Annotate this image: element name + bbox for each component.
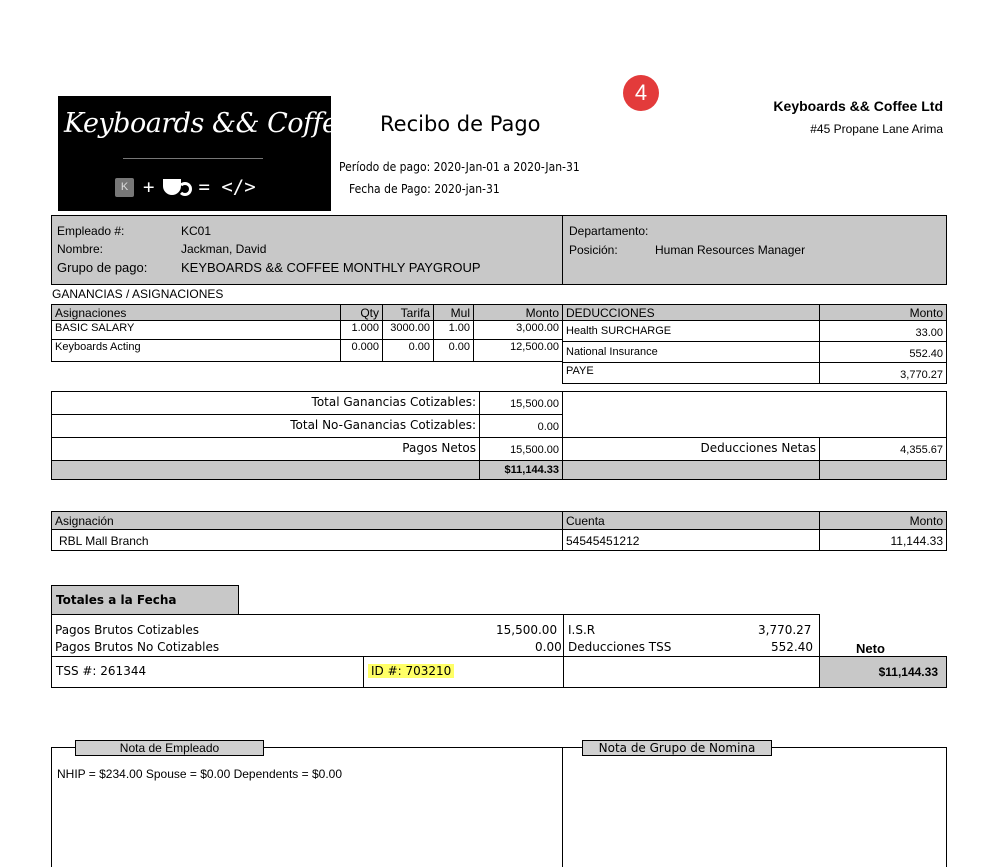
- company-name: Keyboards && Coffee Ltd: [773, 98, 943, 114]
- earnings-row-tarifa: 3000.00: [382, 320, 434, 340]
- keyboard-key-icon: K: [115, 178, 134, 197]
- deduction-row-monto: 552.40: [819, 341, 947, 363]
- deduction-row-monto: 3,770.27: [819, 362, 947, 384]
- department-box: [562, 215, 947, 285]
- deductions-header-monto: Monto: [819, 304, 947, 321]
- id-number-cell: [363, 656, 564, 688]
- ytd-tss-deductions-value: 552.40: [771, 640, 813, 654]
- earnings-header-qty: Qty: [340, 304, 383, 321]
- employee-id-value: KC01: [181, 224, 212, 238]
- ytd-title: Totales a la Fecha: [51, 585, 239, 615]
- ytd-brutos-cot-label: Pagos Brutos Cotizables: [55, 623, 199, 637]
- position-label: Posición:: [569, 243, 618, 257]
- employee-note-title: Nota de Empleado: [75, 740, 264, 756]
- company-logo: [58, 96, 353, 211]
- allocation-row-asignacion: RBL Mall Branch: [51, 529, 563, 551]
- employee-note-text: NHIP = $234.00 Spouse = $0.00 Dependents = $0.00: [57, 767, 342, 781]
- earnings-header-name: Asignaciones: [51, 304, 341, 321]
- employee-info-box: [51, 215, 563, 285]
- total-cotizables-label: Total Ganancias Cotizables:: [51, 391, 480, 415]
- earnings-row-qty: 1.000: [340, 320, 383, 340]
- allocation-row-monto: 11,144.33: [819, 529, 947, 551]
- document-title: Recibo de Pago: [380, 112, 541, 136]
- earnings-row-mul: 1.00: [433, 320, 474, 340]
- earnings-row-name: Keyboards Acting: [51, 339, 341, 362]
- coffee-cup-icon: [163, 177, 189, 197]
- ytd-isr-label: I.S.R: [568, 623, 596, 637]
- net-total-value: $11,144.33: [479, 460, 563, 480]
- pay-period: Período de pago: 2020-Jan-01 a 2020-Jan-31: [339, 160, 580, 174]
- earnings-header-mul: Mul: [433, 304, 474, 321]
- page-badge: 4: [623, 75, 659, 111]
- total-no-cotizables-value: 0.00: [479, 414, 563, 438]
- pay-group-label: Grupo de pago:: [57, 260, 148, 275]
- totals-gray-row: [51, 460, 480, 480]
- allocation-header-asignacion: Asignación: [51, 511, 563, 530]
- allocation-header-cuenta: Cuenta: [562, 511, 820, 530]
- total-no-cotizables-label: Total No-Ganancias Cotizables:: [51, 414, 480, 438]
- pagos-netos-label: Pagos Netos: [51, 437, 480, 461]
- deduction-row-monto: 33.00: [819, 320, 947, 342]
- employee-id-label: Empleado #:: [57, 224, 125, 238]
- earnings-header-monto: Monto: [473, 304, 563, 321]
- department-label: Departamento:: [569, 224, 649, 238]
- logo-code: = </>: [198, 176, 256, 198]
- totals-gray-row: [562, 460, 820, 480]
- earnings-row-name: BASIC SALARY: [51, 320, 341, 340]
- tss-number: TSS #: 261344: [51, 656, 364, 688]
- earnings-row-qty: 0.000: [340, 339, 383, 362]
- total-cotizables-value: 15,500.00: [479, 391, 563, 415]
- earnings-row-tarifa: 0.00: [382, 339, 434, 362]
- ytd-blank-cell: [563, 656, 820, 688]
- group-note-title: Nota de Grupo de Nomina: [582, 740, 772, 756]
- position-value: Human Resources Manager: [655, 243, 806, 257]
- logo-plus: +: [143, 176, 155, 198]
- employee-name-value: Jackman, David: [181, 242, 267, 256]
- allocation-header-monto: Monto: [819, 511, 947, 530]
- group-note-box: [562, 747, 947, 867]
- deduction-row-name: PAYE: [562, 362, 820, 384]
- logo-divider: [123, 158, 263, 159]
- deducciones-netas-value: 4,355.67: [819, 437, 947, 461]
- logo-title: Keyboards && Coffee: [64, 108, 353, 139]
- pay-group-value: KEYBOARDS && COFFEE MONTHLY PAYGROUP: [181, 260, 481, 275]
- ytd-brutos-nocot-value: 0.00: [535, 640, 562, 654]
- totals-gray-row: [819, 460, 947, 480]
- logo-tagline: [115, 176, 256, 198]
- earnings-header-tarifa: Tarifa: [382, 304, 434, 321]
- allocation-row-cuenta: 54545451212: [562, 529, 820, 551]
- deductions-header-name: DEDUCCIONES: [562, 304, 820, 321]
- ytd-isr-value: 3,770.27: [758, 623, 812, 637]
- earnings-row-mul: 0.00: [433, 339, 474, 362]
- employee-name-label: Nombre:: [57, 242, 104, 256]
- employee-note-box: [51, 747, 563, 867]
- ytd-neto-label: Neto: [856, 641, 885, 656]
- ytd-brutos-cot-value: 15,500.00: [496, 623, 558, 637]
- earnings-row-monto: 12,500.00: [473, 339, 563, 362]
- totals-deductions-blank: [562, 391, 947, 438]
- ytd-neto-value: $11,144.33: [819, 656, 947, 688]
- pagos-netos-value: 15,500.00: [479, 437, 563, 461]
- deduction-row-name: Health SURCHARGE: [562, 320, 820, 342]
- earnings-row-monto: 3,000.00: [473, 320, 563, 340]
- company-address: #45 Propane Lane Arima: [810, 122, 943, 136]
- id-number: ID #: 703210: [368, 664, 454, 678]
- ytd-brutos-nocot-label: Pagos Brutos No Cotizables: [55, 640, 220, 654]
- deduction-row-name: National Insurance: [562, 341, 820, 363]
- deducciones-netas-label: Deducciones Netas: [562, 437, 820, 461]
- ytd-tss-deductions-label: Deducciones TSS: [568, 640, 672, 654]
- earnings-section-title: GANANCIAS / ASIGNACIONES: [52, 287, 224, 301]
- pay-date: Fecha de Pago: 2020-jan-31: [349, 182, 500, 196]
